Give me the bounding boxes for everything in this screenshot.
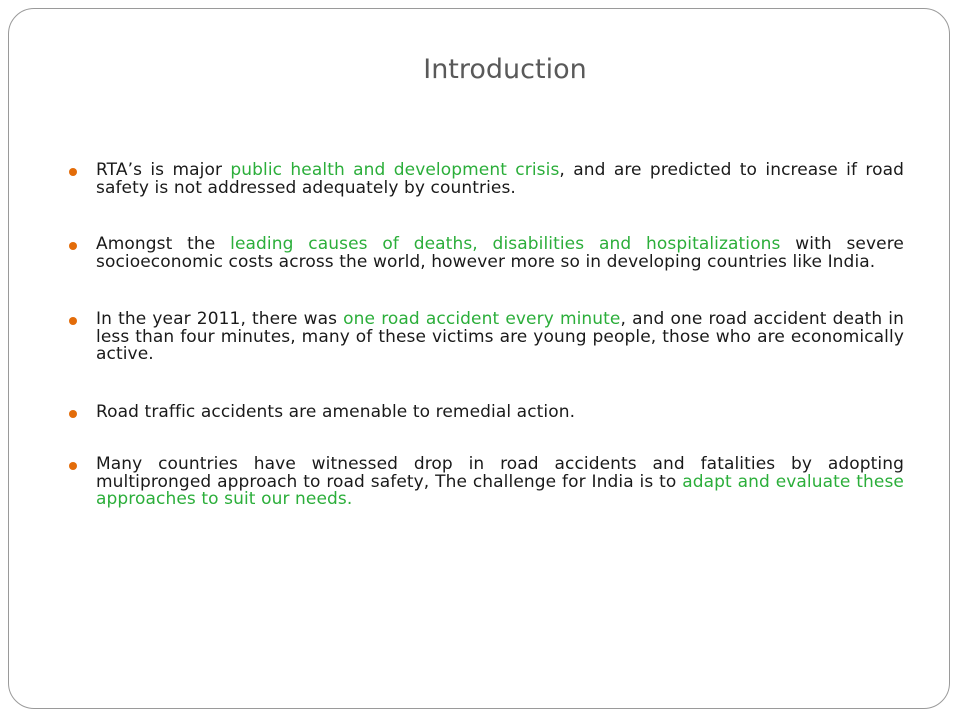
bullet-text: with severe socioeconomic costs across the world, however more so in developing countries like India. bbox=[96, 234, 904, 272]
bullet-highlight: public health and development crisis bbox=[230, 160, 560, 180]
bullet-text: Many countries have witnessed drop in road accidents and fatalities by adopting multipronged approach to road safety, The challenge for India is to bbox=[96, 454, 904, 492]
slide-title: Introduction bbox=[423, 54, 587, 85]
bullet-highlight: one road accident every minute bbox=[343, 309, 621, 329]
bullet-text: Road traffic accidents are amenable to remedial action. bbox=[96, 401, 576, 422]
bullet-text: , and are predicted to increase if road safety is not addressed adequately by countries. bbox=[96, 160, 904, 198]
bullet-highlight: adapt and evaluate these approaches to suit our needs. bbox=[96, 471, 904, 509]
bullet-item-multipronged-approach bbox=[96, 456, 904, 509]
bullet-item-rta-crisis bbox=[96, 162, 904, 197]
bullet-highlight: leading causes of deaths, disabilities and hospitalizations bbox=[230, 234, 781, 254]
bullet-item-leading-causes bbox=[96, 236, 904, 271]
bullet-text: , and one road accident death in less than four minutes, many of these victims are young people, those who are economically active. bbox=[96, 309, 905, 364]
bullet-list bbox=[96, 162, 904, 547]
bullet-text: In the year 2011, there was bbox=[96, 309, 344, 329]
bullet-text: Amongst the bbox=[96, 234, 231, 254]
bullet-item-year-2011 bbox=[96, 311, 904, 364]
bullet-item-remedial-action bbox=[96, 401, 904, 422]
bullet-text: RTA’s is major bbox=[96, 160, 231, 180]
